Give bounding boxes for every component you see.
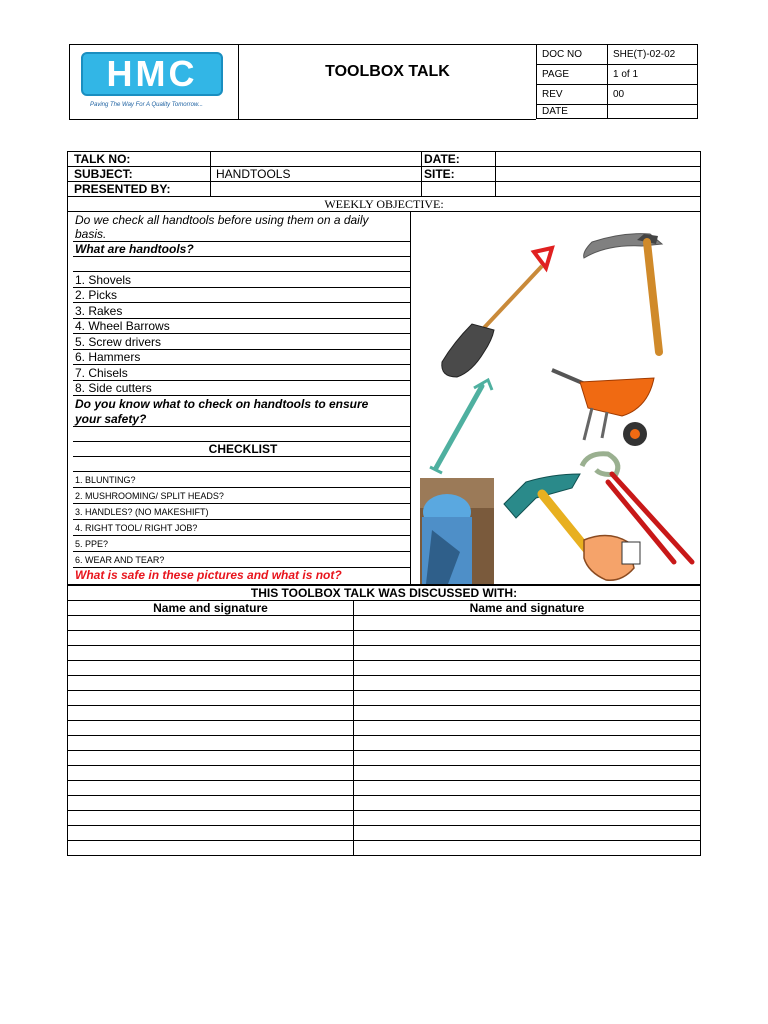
signature-cell[interactable] [354, 661, 701, 676]
pickaxe-image [584, 234, 662, 352]
tool-item: 1. Shovels [73, 273, 411, 288]
signature-row [68, 631, 701, 646]
question-handtools: What are handtools? [73, 242, 411, 257]
signature-table [67, 585, 701, 856]
signature-row [68, 841, 701, 856]
signature-cell[interactable] [354, 766, 701, 781]
checklist-title: CHECKLIST [73, 442, 411, 457]
wheelbarrow-image [552, 370, 654, 446]
signature-row [68, 691, 701, 706]
signature-cell[interactable] [354, 646, 701, 661]
signature-row [68, 646, 701, 661]
question-pictures: What is safe in these pictures and what is not? [75, 568, 342, 582]
signature-cell[interactable] [68, 751, 354, 766]
signature-cell[interactable] [354, 721, 701, 736]
tool-item: 6. Hammers [73, 350, 411, 365]
signature-row [68, 661, 701, 676]
signature-row [68, 736, 701, 751]
signature-table-title: THIS TOOLBOX TALK WAS DISCUSSED WITH: [68, 586, 701, 601]
meta-label: DATE [537, 105, 608, 119]
signature-row [68, 796, 701, 811]
signature-cell[interactable] [68, 631, 354, 646]
signature-cell[interactable] [68, 721, 354, 736]
meta-value: 1 of 1 [608, 65, 698, 85]
signature-row [68, 616, 701, 631]
signature-cell[interactable] [354, 826, 701, 841]
tool-item: 7. Chisels [73, 366, 411, 381]
title-cell [239, 44, 536, 120]
signature-cell[interactable] [354, 841, 701, 856]
tool-item: 4. Wheel Barrows [73, 319, 411, 334]
talk-form [67, 151, 701, 585]
signature-cell[interactable] [68, 796, 354, 811]
logo-text: HMC [106, 53, 198, 94]
signature-cell[interactable] [68, 676, 354, 691]
meta-label: REV [537, 85, 608, 105]
meta-label: PAGE [537, 65, 608, 85]
question-check: your safety? [73, 412, 411, 427]
signature-cell[interactable] [354, 706, 701, 721]
signature-cell[interactable] [68, 661, 354, 676]
checklist-item: 1. BLUNTING? [73, 473, 411, 488]
signature-cell[interactable] [68, 691, 354, 706]
meta-value: 00 [608, 85, 698, 105]
checklist-item: 4. RIGHT TOOL/ RIGHT JOB? [73, 521, 411, 536]
presented-by-label: PRESENTED BY: [74, 182, 171, 196]
signature-row [68, 766, 701, 781]
talk-no-label: TALK NO: [74, 152, 131, 166]
signature-cell[interactable] [68, 841, 354, 856]
signature-cell[interactable] [68, 706, 354, 721]
signature-cell[interactable] [354, 811, 701, 826]
signature-cell[interactable] [68, 811, 354, 826]
signature-cell[interactable] [68, 616, 354, 631]
document-header [69, 44, 698, 120]
signature-cell[interactable] [68, 826, 354, 841]
signature-cell[interactable] [354, 631, 701, 646]
signature-row [68, 706, 701, 721]
blank-row [73, 427, 411, 442]
signature-column-header: Name and signature [354, 601, 701, 616]
signature-row [68, 826, 701, 841]
weekly-objective-label: WEEKLY OBJECTIVE: [324, 197, 444, 211]
hmc-logo [81, 52, 223, 96]
checklist-item: 3. HANDLES? (NO MAKESHIFT) [73, 505, 411, 520]
signature-cell[interactable] [354, 751, 701, 766]
tool-item: 2. Picks [73, 288, 411, 303]
tool-item: 8. Side cutters [73, 381, 411, 396]
signature-cell[interactable] [354, 736, 701, 751]
checklist-item: 5. PPE? [73, 537, 411, 552]
signature-cell[interactable] [68, 781, 354, 796]
blank-row [73, 257, 411, 272]
site-label: SITE: [424, 167, 455, 181]
intro-line: Do we check all handtools before using them on a daily [75, 213, 369, 227]
signature-row [68, 751, 701, 766]
tool-item: 3. Rakes [73, 304, 411, 319]
chisel-photo-image [420, 478, 494, 584]
intro-line: basis. [73, 227, 411, 242]
signature-cell[interactable] [354, 616, 701, 631]
meta-value [608, 105, 698, 119]
signature-row [68, 811, 701, 826]
signature-cell[interactable] [354, 676, 701, 691]
shovel-image [442, 248, 552, 377]
question-check: Do you know what to check on handtools to ensure [75, 397, 369, 411]
objective-content [68, 211, 411, 585]
tool-item: 5. Screw drivers [73, 335, 411, 350]
signature-cell[interactable] [68, 766, 354, 781]
meta-label: DOC NO [537, 45, 608, 65]
meta-value: SHE(T)-02-02 [608, 45, 698, 65]
signature-row [68, 676, 701, 691]
document-title: TOOLBOX TALK [325, 63, 450, 80]
signature-cell[interactable] [354, 691, 701, 706]
signature-cell[interactable] [68, 646, 354, 661]
subject-label: SUBJECT: [74, 167, 133, 181]
signature-row [68, 781, 701, 796]
checklist-item: 6. WEAR AND TEAR? [73, 553, 411, 568]
hammer-image [504, 474, 640, 580]
date-label: DATE: [424, 152, 460, 166]
logo-tagline: Paving The Way For A Quality Tomorrow... [90, 102, 203, 108]
signature-cell[interactable] [354, 781, 701, 796]
handtools-illustrations [412, 212, 700, 584]
signature-cell[interactable] [354, 796, 701, 811]
logo-cell [69, 44, 239, 120]
checklist-item: 2. MUSHROOMING/ SPLIT HEADS? [73, 489, 411, 504]
subject-value: HANDTOOLS [216, 167, 291, 181]
signature-row [68, 721, 701, 736]
rake-image [430, 380, 492, 473]
document-meta-table [536, 44, 698, 119]
blank-row [73, 457, 411, 472]
signature-column-header: Name and signature [68, 601, 354, 616]
signature-cell[interactable] [68, 736, 354, 751]
